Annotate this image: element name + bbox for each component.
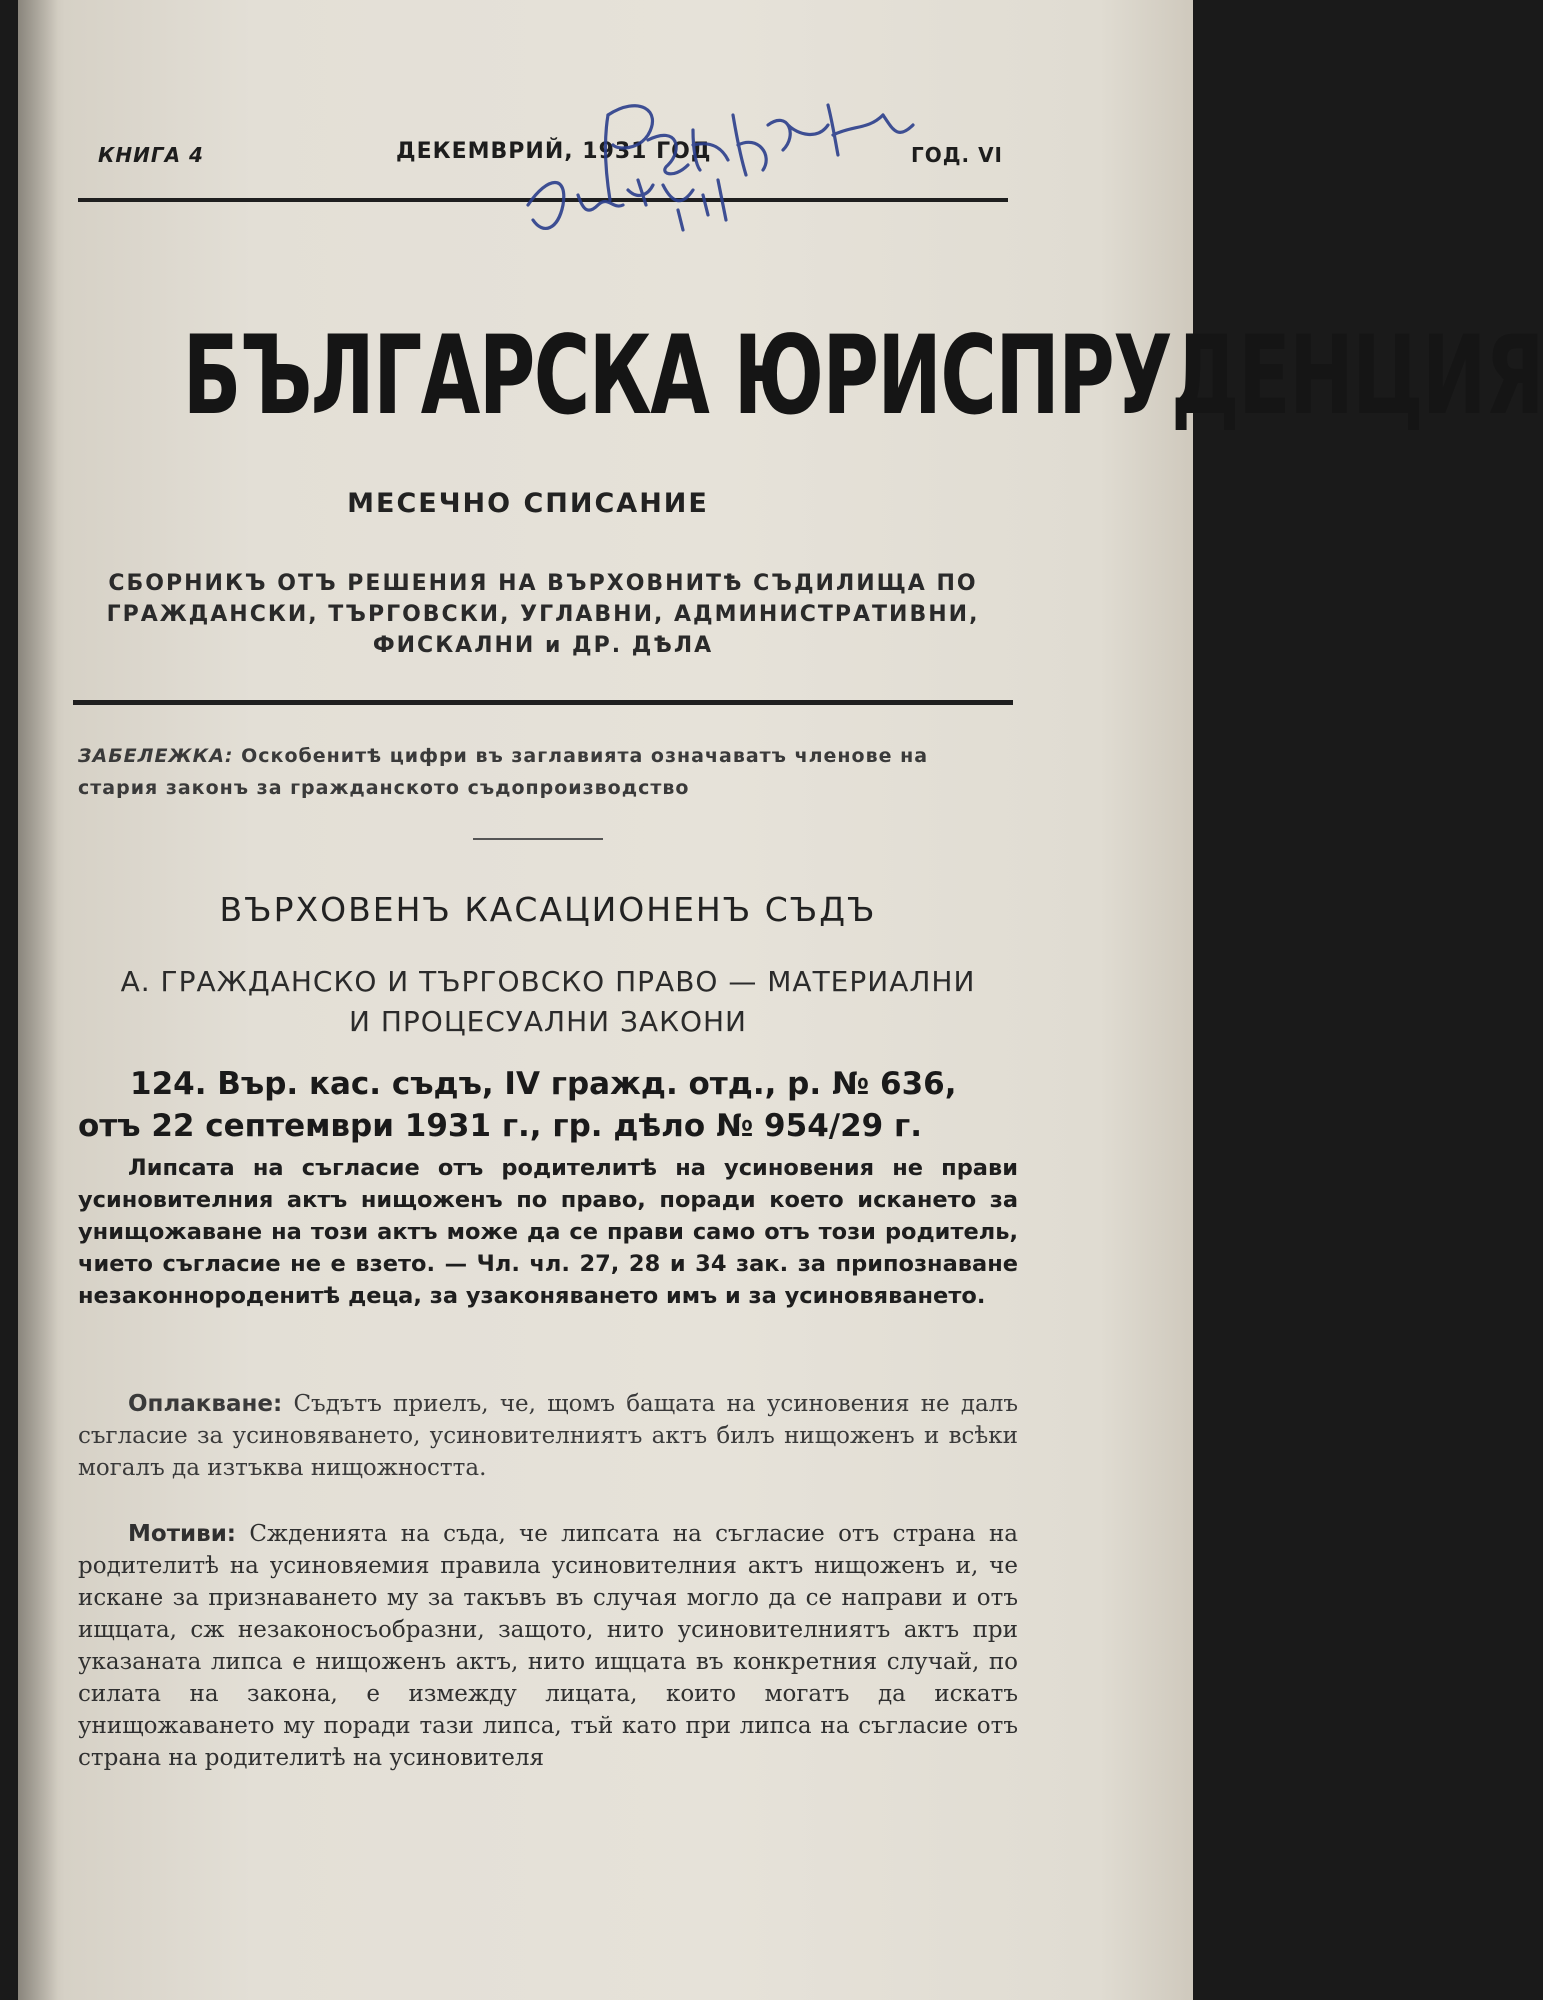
journal-page xyxy=(18,0,1543,2000)
journal-subtitle: МЕСЕЧНО СПИСАНИЕ xyxy=(347,488,709,519)
motives-text: Сжденията на съда, че липсата на съгласие отъ страна на родителитѣ на усиновяемия правила усиновителния актъ нищоженъ и, че искане за признаването му за такъвъ въ случая могло да се направи и отъ ищцата, сж незаконосъобразни, защото, нито усиновителниятъ актъ при указаната липса е нищоженъ актъ, нито ищцата въ конкретния случай, по силата на закона, е измежду лицата, които могатъ да искатъ унищожаването му поради тази липса, тъй като при липса на съгласие отъ страна на родителитѣ на усиновителя xyxy=(78,1521,1018,1771)
law-section-heading xyxy=(78,962,1018,1042)
case-citation xyxy=(78,1063,1018,1147)
short-divider xyxy=(473,838,603,840)
note-label: ЗАБЕЛЕЖКА: xyxy=(78,745,234,767)
note-text: Оскобенитѣ цифри въ заглавията означаватъ членове на стария законъ за гражданското съдопроизводство xyxy=(78,745,929,799)
case-summary: Липсата на съгласие отъ родителитѣ на усиновения не прави усиновителния актъ нищоженъ по право, поради което искането за унищожаване на този актъ може да се прави само отъ този родитель, чието съгласие не е взето. — Чл. чл. 27, 28 и 34 зак. за припознаване незаконнороденитѣ деца, за узаконяването имъ и за усиновяването. xyxy=(78,1155,1018,1309)
complaint-paragraph xyxy=(78,1388,1018,1484)
binding-shadow xyxy=(18,0,58,2000)
case-line-1: 124. Вър. кас. съдъ, IV гражд. отд., р. № 636, xyxy=(130,1066,957,1102)
motives-paragraph xyxy=(78,1518,1018,1774)
book-number: КНИГА 4 xyxy=(98,143,204,167)
collection-line-2: ГРАЖДАНСКИ, ТЪРГОВСКИ, УГЛАВНИ, АДМИНИСТРАТИВНИ, xyxy=(106,602,980,627)
collection-line-1: СБОРНИКЪ ОТЪ РЕШЕНИЯ НА ВЪРХОВНИТѢ СЪДИЛИЩА ПО xyxy=(108,571,978,596)
case-line-2: отъ 22 септември 1931 г., гр. дѣло № 954/29 г. xyxy=(78,1108,922,1144)
collection-line-3: ФИСКАЛНИ и ДР. ДѢЛА xyxy=(372,633,714,658)
journal-title: БЪЛГАРСКА ЮРИСПРУДЕНЦИЯ xyxy=(182,310,1543,440)
section-line-2: И ПРОЦЕСУАЛНИ ЗАКОНИ xyxy=(349,1005,747,1038)
section-rule xyxy=(73,700,1013,705)
issue-date: ДЕКЕМВРИЙ, 1931 ГОД xyxy=(396,139,712,164)
complaint-text: Съдътъ приелъ, че, щомъ бащата на усиновения не далъ съгласие за усиновяването, усиновителниятъ актъ билъ нищоженъ и всѣки могалъ да изтъква нищожността. xyxy=(78,1391,1018,1481)
complaint-label: Оплакване: xyxy=(128,1391,283,1417)
collection-description xyxy=(78,568,1008,661)
handwritten-signature xyxy=(488,55,928,255)
motives-label: Мотиви: xyxy=(128,1521,237,1547)
section-line-1: А. ГРАЖДАНСКО И ТЪРГОВСКО ПРАВО — МАТЕРИАЛНИ xyxy=(120,965,976,998)
editorial-note xyxy=(78,740,1008,804)
court-heading: ВЪРХОВЕНЪ КАСАЦИОНЕНЪ СЪДЪ xyxy=(219,890,877,929)
volume-year: ГОД. VI xyxy=(910,143,1003,167)
